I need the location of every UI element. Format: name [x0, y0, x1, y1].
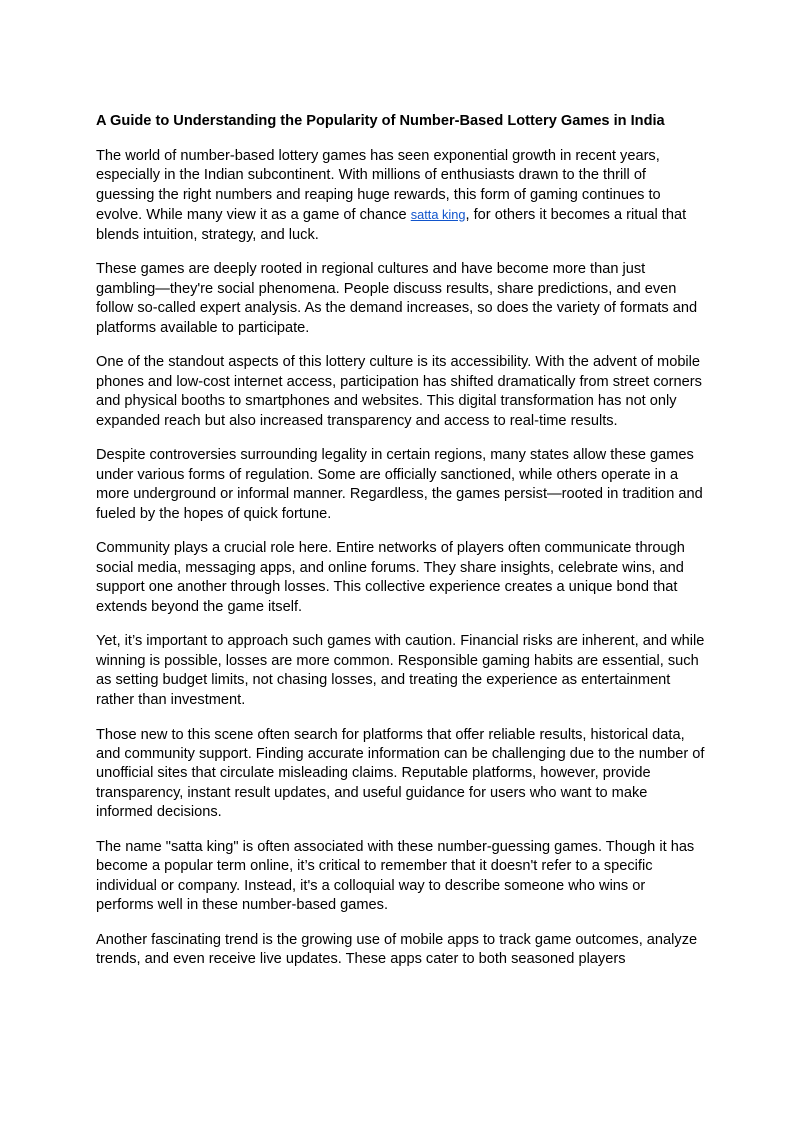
- document-title: A Guide to Understanding the Popularity of Number-Based Lottery Games in India: [96, 113, 665, 129]
- paragraph-platforms: Those new to this scene often search for platforms that offer reliable results, historical data, and community support. Finding accurate information can be challenging due to the number of unofficial sites that circulate misleading claims. Reputable platforms, however, provide transparency, instant result updates, and useful guidance for users who want to make informed decisions.: [96, 726, 705, 821]
- document-page: [96, 109, 706, 985]
- paragraph-community: Community plays a crucial role here. Entire networks of players often communicate through social media, messaging apps, and online forums. They share insights, celebrate wins, and support one another through losses. This collective experience creates a unique bond that extends beyond the game itself.: [96, 540, 685, 615]
- paragraph-satta-king-name: The name "satta king" is often associated with these number-guessing games. Though it has become a popular term online, it’s critical to remember that it doesn't refer to a specific individual or company. Instead, it's a colloquial way to describe someone who wins or performs well in these number-based games.: [96, 838, 695, 914]
- paragraph-mobile-apps: Another fascinating trend is the growing use of mobile apps to track game outcomes, analyze trends, and even receive live updates. These apps cater to both seasoned players: [96, 931, 698, 968]
- paragraph-intro-text-after: , for others it becomes a ritual that blends intuition, strategy, and luck.: [96, 207, 687, 243]
- paragraph-intro: [96, 147, 706, 245]
- paragraph-cultural-roots: These games are deeply rooted in regional cultures and have become more than just gambling—they're social phenomena. People discuss results, share predictions, and even follow so-called expert analysis. As the demand increases, so does the variety of formats and platforms available to participate.: [96, 261, 698, 336]
- paragraph-intro-text-before: The world of number-based lottery games has seen exponential growth in recent years, especially in the Indian subcontinent. With millions of enthusiasts drawn to the thrill of guessing the right numbers and reaping huge rewards, this form of gaming continues to evolve. While many view it as a game of chance: [96, 148, 661, 224]
- paragraph-caution: Yet, it’s important to approach such games with caution. Financial risks are inherent, and while winning is possible, losses are more common. Responsible gaming habits are essential, such as setting budget limits, not chasing losses, and treating the experience as entertainment rather than investment.: [96, 633, 705, 708]
- paragraph-legality: Despite controversies surrounding legality in certain regions, many states allow these games under various forms of regulation. Some are officially sanctioned, while others operate in a more underground or informal manner. Regardless, the games persist—rooted in tradition and fueled by the hopes of quick fortune.: [96, 447, 703, 522]
- satta-king-link[interactable]: satta king: [410, 207, 466, 223]
- paragraph-accessibility: One of the standout aspects of this lottery culture is its accessibility. With the advent of mobile phones and low-cost internet access, participation has shifted dramatically from street corners and physical booths to smartphones and websites. This digital transformation has not only expanded reach but also increased transparency and access to real-time results.: [96, 354, 702, 429]
